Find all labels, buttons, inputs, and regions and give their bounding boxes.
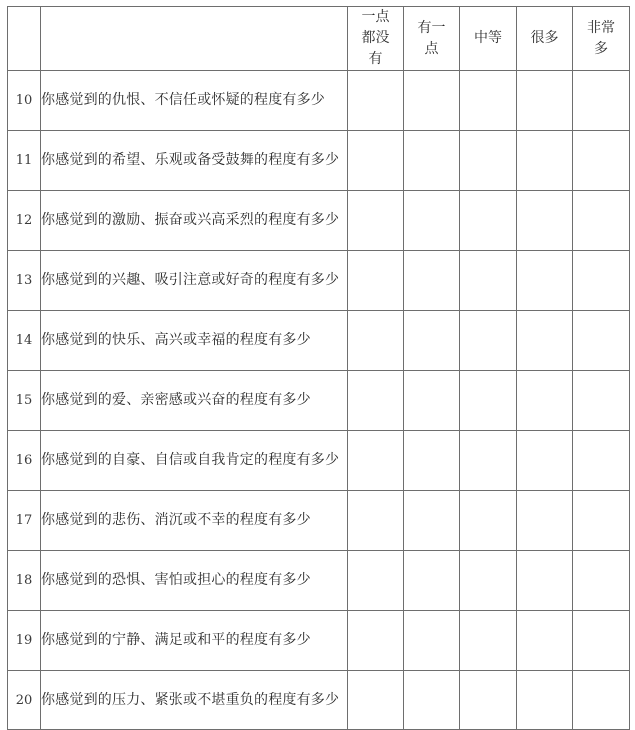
rating-cell-very-much[interactable] (573, 551, 630, 611)
item-question: 你感觉到的兴趣、吸引注意或好奇的程度有多少 (41, 251, 348, 311)
rating-cell-moderate[interactable] (460, 131, 517, 191)
rating-cell-very-much[interactable] (573, 431, 630, 491)
header-option-not-at-all (348, 7, 404, 71)
rating-cell-a-little[interactable] (404, 551, 460, 611)
rating-cell-very-much[interactable] (573, 311, 630, 371)
item-question: 你感觉到的激励、振奋或兴高采烈的程度有多少 (41, 191, 348, 251)
item-question: 你感觉到的悲伤、消沉或不幸的程度有多少 (41, 491, 348, 551)
rating-cell-a-little[interactable] (404, 611, 460, 671)
rating-cell-a-little[interactable] (404, 251, 460, 311)
rating-cell-a-lot[interactable] (517, 191, 573, 251)
header-num-cell (8, 7, 41, 71)
table-row (8, 71, 630, 131)
header-option-label: 有一点 (417, 19, 446, 57)
table-row (8, 251, 630, 311)
item-number: 16 (8, 431, 41, 491)
rating-cell-moderate[interactable] (460, 671, 517, 730)
header-question-cell (41, 7, 348, 71)
table-row (8, 371, 630, 431)
rating-cell-a-little[interactable] (404, 131, 460, 191)
table-row (8, 431, 630, 491)
rating-cell-a-little[interactable] (404, 491, 460, 551)
rating-cell-moderate[interactable] (460, 71, 517, 131)
rating-cell-a-lot[interactable] (517, 611, 573, 671)
item-number: 18 (8, 551, 41, 611)
header-option-label: 中等 (474, 30, 502, 46)
table-row (8, 191, 630, 251)
rating-cell-a-lot[interactable] (517, 311, 573, 371)
survey-sheet (7, 6, 629, 719)
table-row (8, 491, 630, 551)
item-question: 你感觉到的宁静、满足或和平的程度有多少 (41, 611, 348, 671)
rating-cell-a-little[interactable] (404, 191, 460, 251)
item-question: 你感觉到的希望、乐观或备受鼓舞的程度有多少 (41, 131, 348, 191)
rating-cell-not-at-all[interactable] (348, 131, 404, 191)
rating-cell-not-at-all[interactable] (348, 311, 404, 371)
item-number: 11 (8, 131, 41, 191)
rating-cell-very-much[interactable] (573, 71, 630, 131)
rating-cell-moderate[interactable] (460, 551, 517, 611)
rating-cell-a-lot[interactable] (517, 431, 573, 491)
rating-cell-very-much[interactable] (573, 251, 630, 311)
table-row (8, 551, 630, 611)
item-number: 19 (8, 611, 41, 671)
header-option-label: 一点都没有 (361, 9, 390, 67)
rating-cell-not-at-all[interactable] (348, 551, 404, 611)
header-option-label: 非常多 (587, 19, 615, 57)
rating-cell-not-at-all[interactable] (348, 611, 404, 671)
rating-cell-moderate[interactable] (460, 371, 517, 431)
rating-cell-a-lot[interactable] (517, 671, 573, 730)
item-number: 15 (8, 371, 41, 431)
rating-cell-a-lot[interactable] (517, 551, 573, 611)
rating-cell-a-little[interactable] (404, 431, 460, 491)
item-question: 你感觉到的快乐、高兴或幸福的程度有多少 (41, 311, 348, 371)
header-option-moderate (460, 7, 517, 71)
table-row (8, 611, 630, 671)
rating-cell-very-much[interactable] (573, 191, 630, 251)
item-number: 13 (8, 251, 41, 311)
item-question: 你感觉到的爱、亲密感或兴奋的程度有多少 (41, 371, 348, 431)
rating-cell-not-at-all[interactable] (348, 491, 404, 551)
rating-cell-very-much[interactable] (573, 671, 630, 730)
item-number: 10 (8, 71, 41, 131)
rating-cell-a-lot[interactable] (517, 131, 573, 191)
header-option-a-lot (517, 7, 573, 71)
rating-cell-a-lot[interactable] (517, 71, 573, 131)
rating-cell-a-little[interactable] (404, 311, 460, 371)
rating-cell-not-at-all[interactable] (348, 251, 404, 311)
item-number: 17 (8, 491, 41, 551)
table-row (8, 131, 630, 191)
rating-cell-a-little[interactable] (404, 371, 460, 431)
rating-cell-very-much[interactable] (573, 131, 630, 191)
table-row (8, 671, 630, 730)
rating-cell-moderate[interactable] (460, 191, 517, 251)
item-question: 你感觉到的自豪、自信或自我肯定的程度有多少 (41, 431, 348, 491)
rating-cell-moderate[interactable] (460, 491, 517, 551)
item-number: 20 (8, 671, 41, 730)
rating-cell-not-at-all[interactable] (348, 71, 404, 131)
header-option-very-much (573, 7, 630, 71)
rating-cell-a-lot[interactable] (517, 491, 573, 551)
rating-cell-a-little[interactable] (404, 671, 460, 730)
item-number: 12 (8, 191, 41, 251)
rating-cell-moderate[interactable] (460, 311, 517, 371)
item-question: 你感觉到的恐惧、害怕或担心的程度有多少 (41, 551, 348, 611)
rating-cell-moderate[interactable] (460, 431, 517, 491)
rating-cell-not-at-all[interactable] (348, 371, 404, 431)
rating-cell-very-much[interactable] (573, 371, 630, 431)
rating-cell-a-little[interactable] (404, 71, 460, 131)
rating-cell-a-lot[interactable] (517, 251, 573, 311)
emotion-rating-table (7, 6, 630, 730)
header-option-label: 很多 (530, 30, 559, 46)
rating-cell-very-much[interactable] (573, 611, 630, 671)
rating-cell-a-lot[interactable] (517, 371, 573, 431)
item-number: 14 (8, 311, 41, 371)
rating-cell-moderate[interactable] (460, 251, 517, 311)
item-question: 你感觉到的压力、紧张或不堪重负的程度有多少 (41, 671, 348, 730)
rating-cell-not-at-all[interactable] (348, 431, 404, 491)
header-row (8, 7, 630, 71)
header-option-a-little (404, 7, 460, 71)
item-question: 你感觉到的仇恨、不信任或怀疑的程度有多少 (41, 71, 348, 131)
rating-cell-not-at-all[interactable] (348, 191, 404, 251)
rating-cell-not-at-all[interactable] (348, 671, 404, 730)
rating-cell-moderate[interactable] (460, 611, 517, 671)
table-row (8, 311, 630, 371)
rating-cell-very-much[interactable] (573, 491, 630, 551)
